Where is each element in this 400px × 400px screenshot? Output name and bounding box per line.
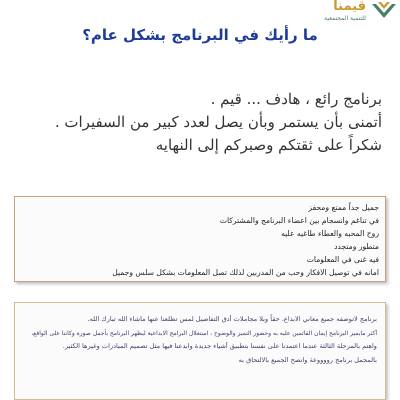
- paragraph-line: واهتم بالمرحلة الثالثة عندما اعتمدنا على نفسنا بتطبيق أشياء جديدة وابدعنا فيها مثل تصميم المبادرات وغيرها الكثير.: [62, 342, 377, 350]
- quote-line: برنامج رائع ، هادف ... قيم .: [210, 90, 382, 108]
- quote-block: [18, 88, 382, 157]
- paragraph-line: بالمجمل برنامج رووووعة وانصح الجميع بالالتحاق به: [238, 355, 377, 364]
- feedback-line: فيه غنى في المعلومات: [306, 255, 379, 264]
- logo: [290, 0, 400, 26]
- paragraph-line: أكثر مايميز البرنامج إيمان القائمين عليه به وحضور التميز والوضوح ، استغلال البرامج الابداعية ليظهر البرنامج بأجمل صورة وكاننا على الواقع،: [31, 329, 377, 337]
- quote-line: أتمنى بأن يستمر وبأن يصل لعدد كبير من السفيرات .: [54, 113, 382, 131]
- feedback-line: جميل جداً ممتع ومحفز: [308, 203, 379, 212]
- quote-line: شكراً على ثقتكم وصبركم إلى النهايه: [155, 136, 382, 154]
- logo-name: قيمنا: [333, 0, 366, 14]
- feedback-list-box: [14, 196, 386, 282]
- logo-chevron-icon: [370, 0, 398, 24]
- feedback-line: امانه في توصيل الافكار وحب من المدربين لذلك تصل المعلومات بشكل سلس وجميل: [112, 268, 379, 277]
- page-heading: ما رأيك في البرنامج بشكل عام؟: [82, 26, 318, 44]
- paragraph-line: برنامج لاتوصفه جميع معاني الابداع، حقاً وبلا مجاملات أدق التفاصيل لمس تطلعنا عنها ماشاء الله تبارك الله.: [87, 315, 377, 323]
- feedback-paragraph-box: [14, 302, 386, 400]
- feedback-line: في تناغم وانسجام بين اعضاء البرنامج والمشتركات: [219, 216, 379, 225]
- feedback-line: روح المحبه والعطاء طاغيه عليه: [281, 229, 379, 238]
- feedback-line: متطور ومتجدد: [334, 242, 379, 251]
- logo-subtitle: للتنمية المجتمعية: [324, 15, 366, 22]
